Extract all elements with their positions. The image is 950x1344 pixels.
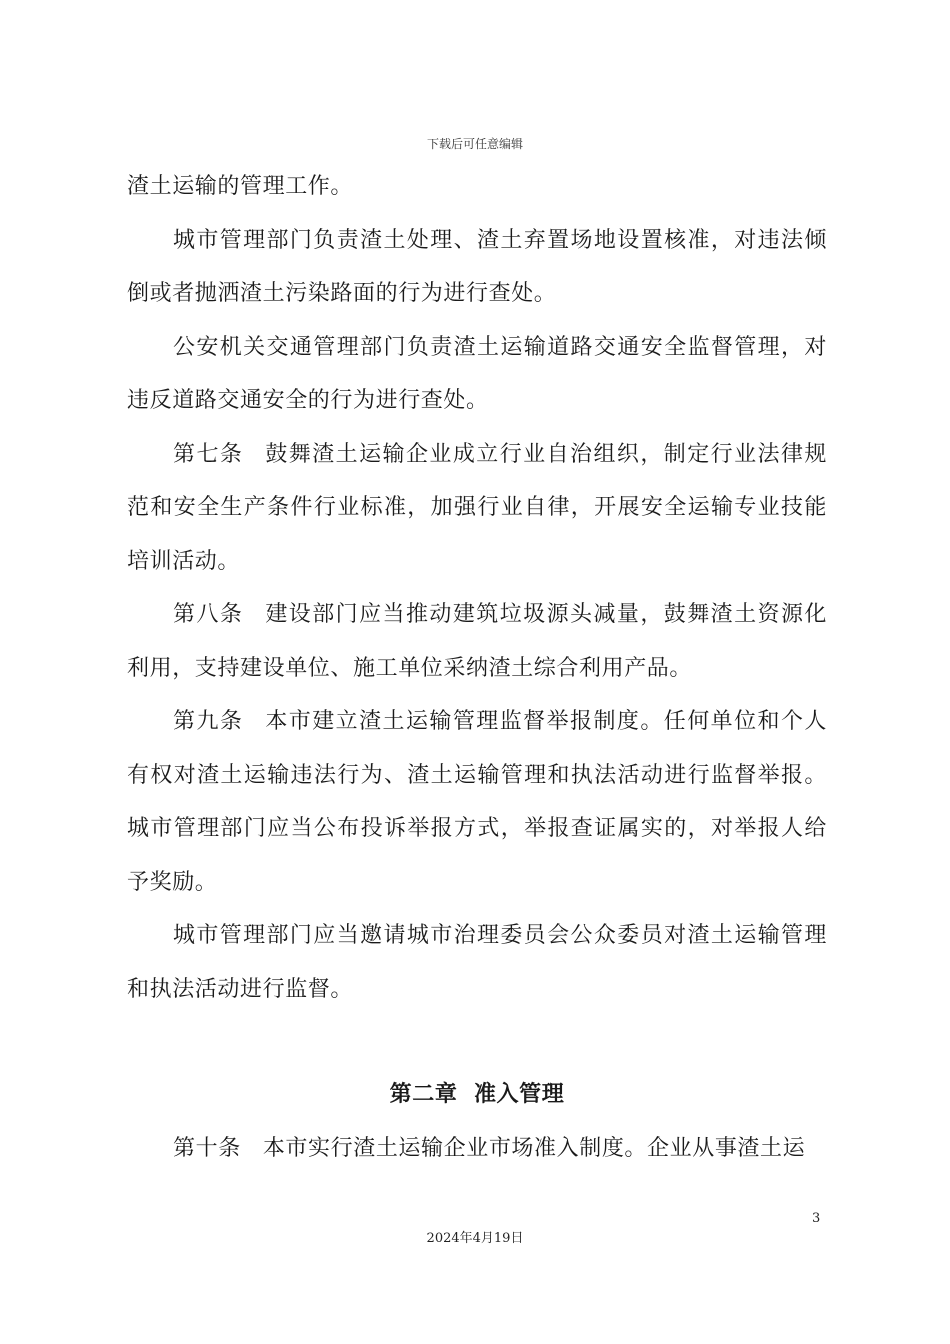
article-text: 鼓舞渣土运输企业成立行业自治组织，制定行业法律规范和安全生产条件行业标准，加强行业自律，开展安全运输专业技能培训活动。: [127, 441, 827, 574]
paragraph-traffic-management: 公安机关交通管理部门负责渣土运输道路交通安全监督管理，对违反道路交通安全的行为进行查处。: [127, 334, 827, 413]
article-text: 本市实行渣土运输企业市场准入制度。企业从事渣土运: [262, 1135, 806, 1161]
paragraph-city-management: 城市管理部门负责渣土处理、渣土弃置场地设置核准，对违法倾倒或者抛洒渣土污染路面的行为进行查处。: [127, 227, 827, 306]
footer-date: 2024年4月19日: [426, 1231, 524, 1246]
paragraph-public-supervision: 城市管理部门应当邀请城市治理委员会公众委员对渣土运输管理和执法活动进行监督。: [127, 923, 827, 1002]
article-number: 第十条: [173, 1135, 241, 1161]
chapter-title-text: 第二章 准入管理: [389, 1082, 565, 1107]
article-text: 建设部门应当推动建筑垃圾源头减量，鼓舞渣土资源化利用，支持建设单位、施工单位采纳渣土综合利用产品。: [127, 602, 827, 681]
article-text: 本市建立渣土运输管理监督举报制度。任何单位和个人有权对渣土运输违法行为、渣土运输管理和执法活动进行监督举报。城市管理部门应当公布投诉举报方式，举报查证属实的，对举报人给予奖励。: [127, 709, 827, 895]
chapter-title: [127, 1068, 827, 1122]
document-body: [127, 160, 827, 1175]
article-8: [127, 588, 827, 695]
page-header-note: 下载后可任意编辑: [426, 137, 523, 151]
article-number: 第七条: [173, 441, 244, 467]
article-number: 第九条: [173, 709, 244, 734]
article-7: [127, 428, 827, 589]
article-10: [127, 1122, 827, 1176]
article-9: [127, 695, 827, 909]
article-number: 第八条: [173, 602, 244, 627]
paragraph-continuation: 渣土运输的管理工作。: [127, 174, 354, 199]
page-number: 3: [812, 1211, 821, 1226]
